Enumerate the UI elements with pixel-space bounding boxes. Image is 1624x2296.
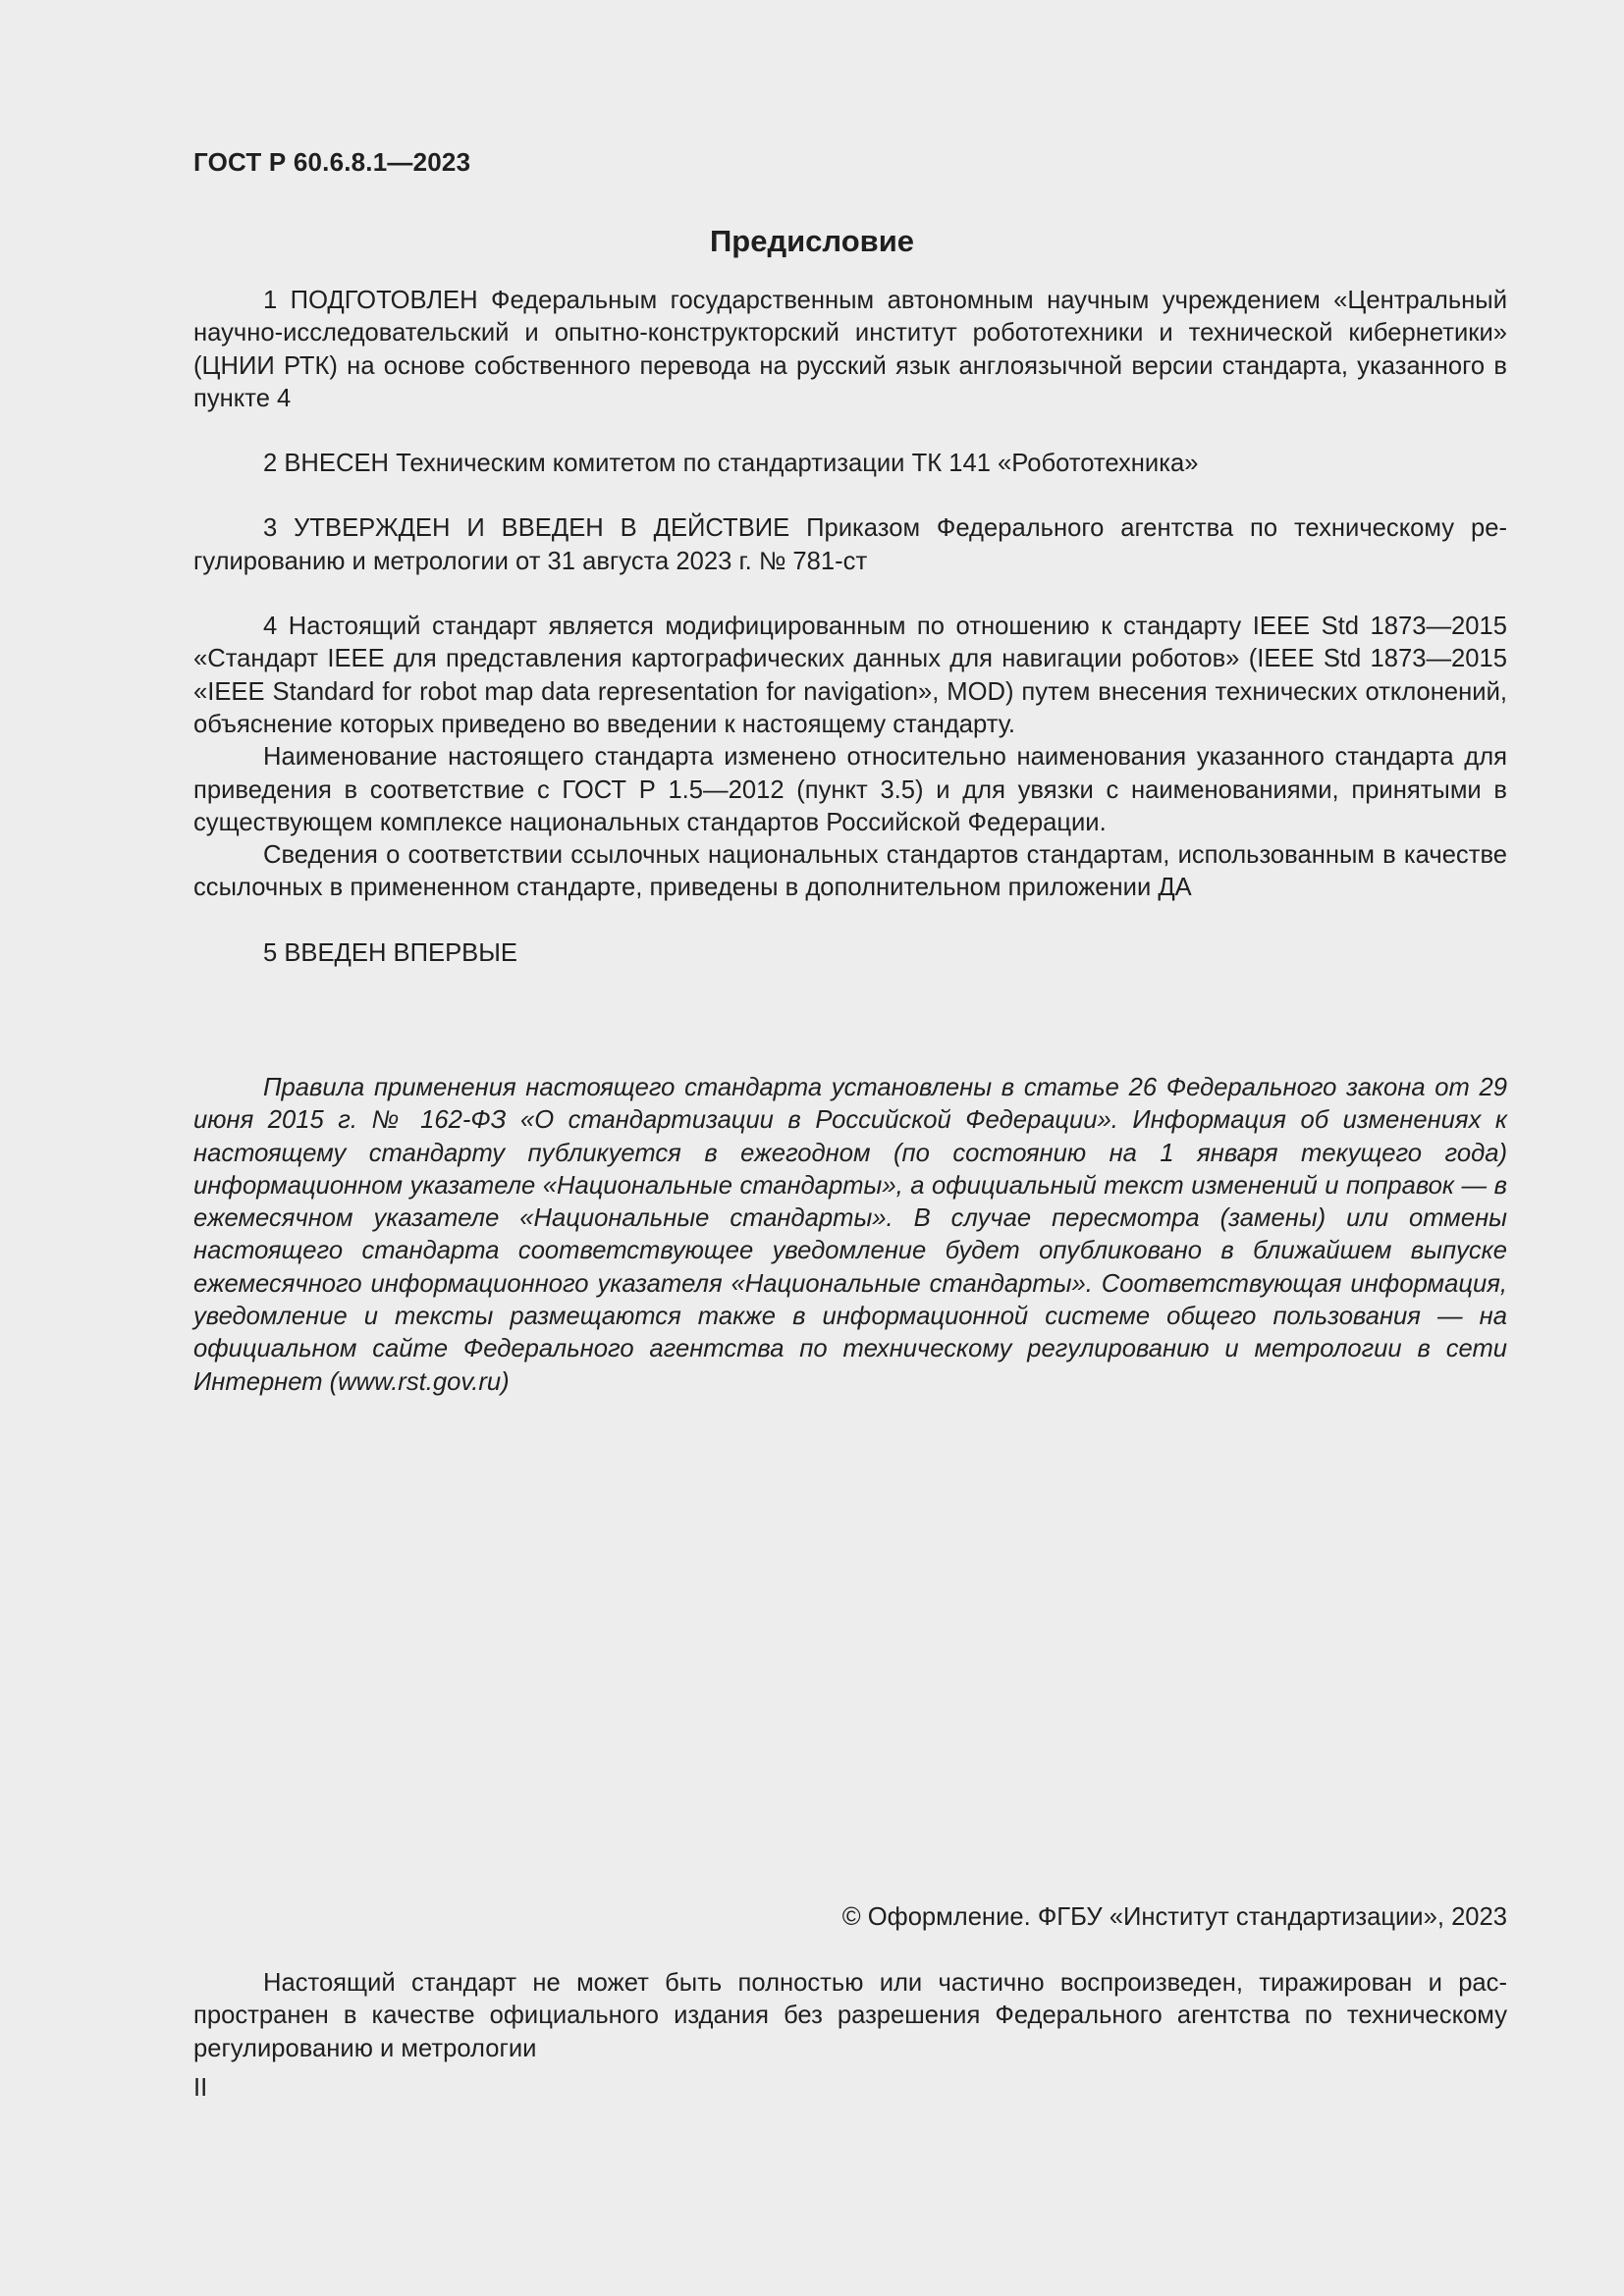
page-number: II (193, 2074, 208, 2102)
application-rules-notice (193, 1072, 1507, 1399)
standard-code-header: ГОСТ Р 60.6.8.1—2023 (193, 147, 471, 177)
paragraph-prepared: 1 ПОДГОТОВЛЕН Федеральным государственным автономным научным учреждением «Центральный научно-исследовательский и опытно-конструкторский институт робототехники и технической кибернетики» (ЦНИИ РТК) на основе собственного перевода на русский язык англоязычной версии стандарта, указанного в пункте 4 (193, 287, 1507, 412)
copyright-line: © Оформление. ФГБУ «Институт стандартизации», 2023 (841, 1903, 1507, 1931)
paragraph-modified: 4 Настоящий стандарт является модифицированным по отношению к стандарту IEEE Std 1873—2015 «Стандарт IEEE для представления картографических данных для навигации роботов» (IEEE Std 1873—2015 «IEEE Standard for robot map data representation for navigation», MOD) путем внесения технических отклонений, объяснение которых приведено во введении к настоящему стандарту. (193, 613, 1507, 738)
paragraph-approved: 3 УТВЕРЖДЕН И ВВЕДЕН В ДЕЙСТВИЕ Приказом Федерального агентства по техническому регулированию и метрологии от 31 августа 2023 г. № 781-ст (193, 514, 1507, 575)
notice-text: Правила применения настоящего стандарта установлены в статье 26 Федерального закона от 29 июня 2015 г. № 162-ФЗ «О стандартизации в Российской Федерации». Информация об изменениях к настоящему стандарту публикуется в ежегодном (по состоянию на 1 января текущего года) информационном указателе «Национальные стандарты», а официальный текст изменений и поправок — в ежемесячном указателе «Национальные стандарты». В случае пересмотра (замены) или отмены настоящего стандарта соответствующее уведомление будет опубликовано в ближайшем выпуске ежемесячного информационного указателя «Национальные стандарты». Соответствующая информация, уведомление и тексты размещаются также в информационной системе общего пользования — на официальном сайте Федерального агентства по техническому регулированию и метрологии в сети Интернет (www.rst.gov.ru) (193, 1074, 1507, 1396)
paragraph-title-change: Наименование настоящего стандарта изменено относительно наименования указанного стандарта для приведения в соответствие с ГОСТ Р 1.5—2012 (пункт 3.5) и для увязки с наименованиями, принятыми в существующем комплексе национальных стандартов Российской Федерации. (193, 743, 1507, 836)
paragraph-introduced: 2 ВНЕСЕН Техническим комитетом по стандартизации ТК 141 «Робототехника» (263, 450, 1199, 478)
page-title: Предисловие (709, 224, 914, 258)
legal-text: Настоящий стандарт не может быть полностью или частично воспроизведен, тиражирован и распространен в качестве официального издания без разрешения Федерального агентства по техническому регулированию и метрологии (193, 1969, 1507, 2062)
legal-notice (193, 1967, 1507, 2065)
paragraph-first-introduced: 5 ВВЕДЕН ВПЕРВЫЕ (263, 938, 517, 967)
foreword-body (193, 285, 1507, 970)
paragraph-references: Сведения о соответствии ссылочных национальных стандартов стандартам, использованным в качестве ссылочных в примененном стандарте, приведены в дополнительном приложении ДА (193, 841, 1507, 902)
